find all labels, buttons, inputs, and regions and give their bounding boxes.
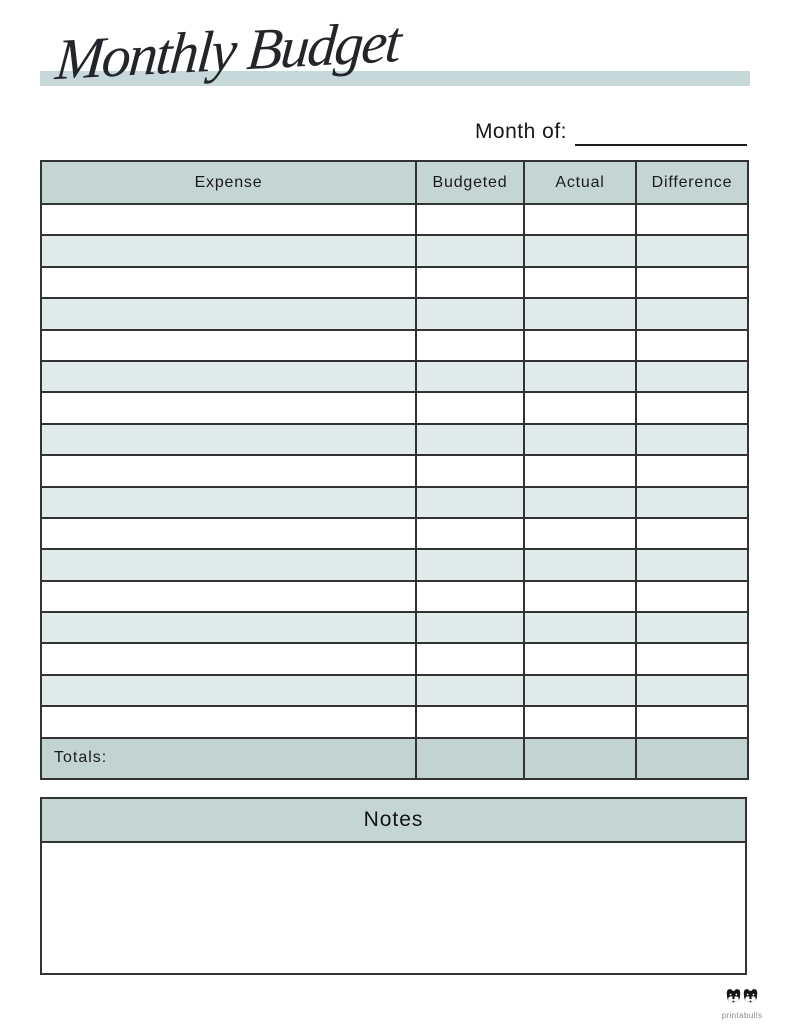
table-row [41,675,748,706]
month-row [475,120,747,146]
budgeted-cell[interactable] [416,455,524,486]
budgeted-column-header: Budgeted [416,161,524,204]
budget-table [40,160,749,780]
expense-cell[interactable] [41,487,416,518]
difference-cell[interactable] [636,581,748,612]
difference-cell[interactable] [636,706,748,737]
budgeted-cell[interactable] [416,612,524,643]
budgeted-cell[interactable] [416,298,524,329]
budgeted-cell[interactable] [416,424,524,455]
table-row [41,235,748,266]
table-row [41,612,748,643]
totals-difference-cell[interactable] [636,738,748,779]
table-row [41,549,748,580]
budgeted-cell[interactable] [416,361,524,392]
month-fill-line[interactable] [575,122,747,146]
budgeted-cell[interactable] [416,267,524,298]
difference-cell[interactable] [636,675,748,706]
budgeted-cell[interactable] [416,204,524,235]
expense-cell[interactable] [41,361,416,392]
difference-cell[interactable] [636,330,748,361]
expense-cell[interactable] [41,518,416,549]
difference-cell[interactable] [636,643,748,674]
table-header-row [41,161,748,204]
expense-cell[interactable] [41,675,416,706]
difference-column-header: Difference [636,161,748,204]
table-body [41,204,748,738]
page-title: Monthly Budget [53,8,403,93]
expense-cell[interactable] [41,643,416,674]
table-row [41,487,748,518]
difference-cell[interactable] [636,612,748,643]
totals-actual-cell[interactable] [524,738,636,779]
actual-column-header: Actual [524,161,636,204]
difference-cell[interactable] [636,487,748,518]
table-row [41,706,748,737]
actual-cell[interactable] [524,518,636,549]
expense-cell[interactable] [41,455,416,486]
month-of-label: Month of: [474,120,567,143]
totals-budgeted-cell[interactable] [416,738,524,779]
actual-cell[interactable] [524,643,636,674]
totals-row [41,738,748,779]
difference-cell[interactable] [636,424,748,455]
expense-cell[interactable] [41,204,416,235]
expense-cell[interactable] [41,581,416,612]
totals-label: Totals: [41,738,416,779]
budgeted-cell[interactable] [416,487,524,518]
difference-cell[interactable] [636,518,748,549]
difference-cell[interactable] [636,361,748,392]
expense-cell[interactable] [41,235,416,266]
actual-cell[interactable] [524,298,636,329]
actual-cell[interactable] [524,581,636,612]
actual-cell[interactable] [524,267,636,298]
brand-logo [720,986,764,1020]
actual-cell[interactable] [524,675,636,706]
table-row [41,361,748,392]
expense-cell[interactable] [41,424,416,455]
actual-cell[interactable] [524,424,636,455]
actual-cell[interactable] [524,487,636,518]
actual-cell[interactable] [524,455,636,486]
actual-cell[interactable] [524,706,636,737]
budgeted-cell[interactable] [416,330,524,361]
actual-cell[interactable] [524,392,636,423]
actual-cell[interactable] [524,204,636,235]
table-row [41,581,748,612]
actual-cell[interactable] [524,549,636,580]
budgeted-cell[interactable] [416,392,524,423]
expense-cell[interactable] [41,392,416,423]
expense-cell[interactable] [41,267,416,298]
difference-cell[interactable] [636,267,748,298]
notes-fill-area[interactable] [42,843,745,973]
difference-cell[interactable] [636,235,748,266]
table-row [41,298,748,329]
table-row [41,392,748,423]
difference-cell[interactable] [636,298,748,329]
expense-cell[interactable] [41,612,416,643]
table-row [41,518,748,549]
bulldogs-icon [723,986,761,1010]
budgeted-cell[interactable] [416,643,524,674]
difference-cell[interactable] [636,455,748,486]
notes-title: Notes [42,799,745,843]
difference-cell[interactable] [636,549,748,580]
table-row [41,267,748,298]
brand-name: printabulls [721,1011,763,1020]
budgeted-cell[interactable] [416,235,524,266]
budgeted-cell[interactable] [416,518,524,549]
difference-cell[interactable] [636,392,748,423]
actual-cell[interactable] [524,235,636,266]
difference-cell[interactable] [636,204,748,235]
budgeted-cell[interactable] [416,581,524,612]
table-row [41,455,748,486]
expense-column-header: Expense [41,161,416,204]
budgeted-cell[interactable] [416,706,524,737]
table-row [41,330,748,361]
actual-cell[interactable] [524,330,636,361]
expense-cell[interactable] [41,549,416,580]
actual-cell[interactable] [524,361,636,392]
budgeted-cell[interactable] [416,549,524,580]
actual-cell[interactable] [524,612,636,643]
expense-cell[interactable] [41,298,416,329]
expense-cell[interactable] [41,330,416,361]
notes-section [40,797,747,975]
expense-cell[interactable] [41,706,416,737]
table-row [41,643,748,674]
table-row [41,424,748,455]
table-row [41,204,748,235]
budgeted-cell[interactable] [416,675,524,706]
